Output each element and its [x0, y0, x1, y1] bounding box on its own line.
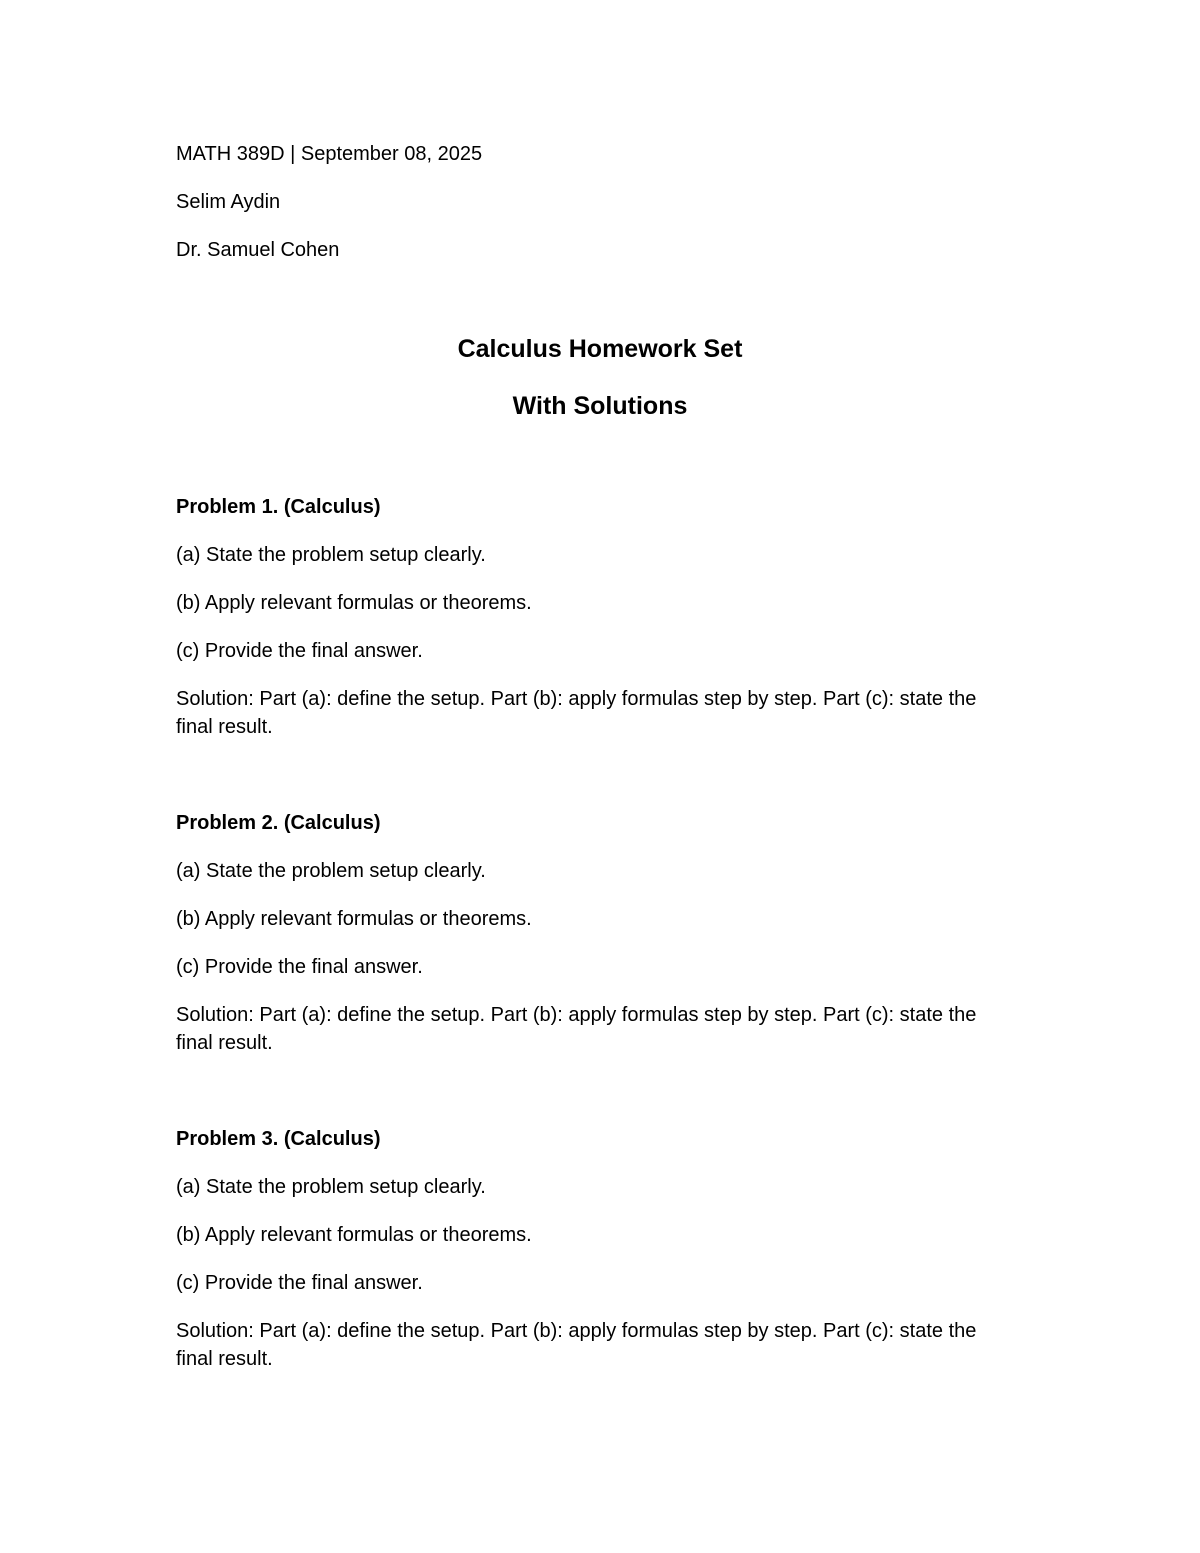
student-name: Selim Aydin	[176, 191, 281, 213]
problem-2-part-a: (a) State the problem setup clearly.	[176, 860, 486, 882]
course-date-line: MATH 389D | September 08, 2025	[176, 143, 483, 165]
problem-1-part-c: (c) Provide the final answer.	[176, 640, 423, 662]
problem-1-part-b: (b) Apply relevant formulas or theorems.	[176, 592, 532, 614]
problem-1-heading: Problem 1. (Calculus)	[176, 496, 381, 518]
instructor-name: Dr. Samuel Cohen	[176, 239, 340, 261]
problem-1-solution: Solution: Part (a): define the setup. Part (b): apply formulas step by step. Part (c): state the final result.	[176, 688, 977, 738]
problem-3-part-b: (b) Apply relevant formulas or theorems.	[176, 1224, 532, 1246]
problem-3-heading: Problem 3. (Calculus)	[176, 1128, 381, 1150]
problem-3-part-a: (a) State the problem setup clearly.	[176, 1176, 486, 1198]
problem-2-part-b: (b) Apply relevant formulas or theorems.	[176, 908, 532, 930]
problem-3-solution: Solution: Part (a): define the setup. Part (b): apply formulas step by step. Part (c): state the final result.	[176, 1320, 977, 1370]
problem-3-part-c: (c) Provide the final answer.	[176, 1272, 423, 1294]
document-subtitle: With Solutions	[512, 392, 688, 420]
problem-2-heading: Problem 2. (Calculus)	[176, 812, 381, 834]
problem-2-solution: Solution: Part (a): define the setup. Part (b): apply formulas step by step. Part (c): state the final result.	[176, 1004, 977, 1054]
problem-1-part-a: (a) State the problem setup clearly.	[176, 544, 486, 566]
document-title: Calculus Homework Set	[457, 335, 743, 363]
problem-2-part-c: (c) Provide the final answer.	[176, 956, 423, 978]
